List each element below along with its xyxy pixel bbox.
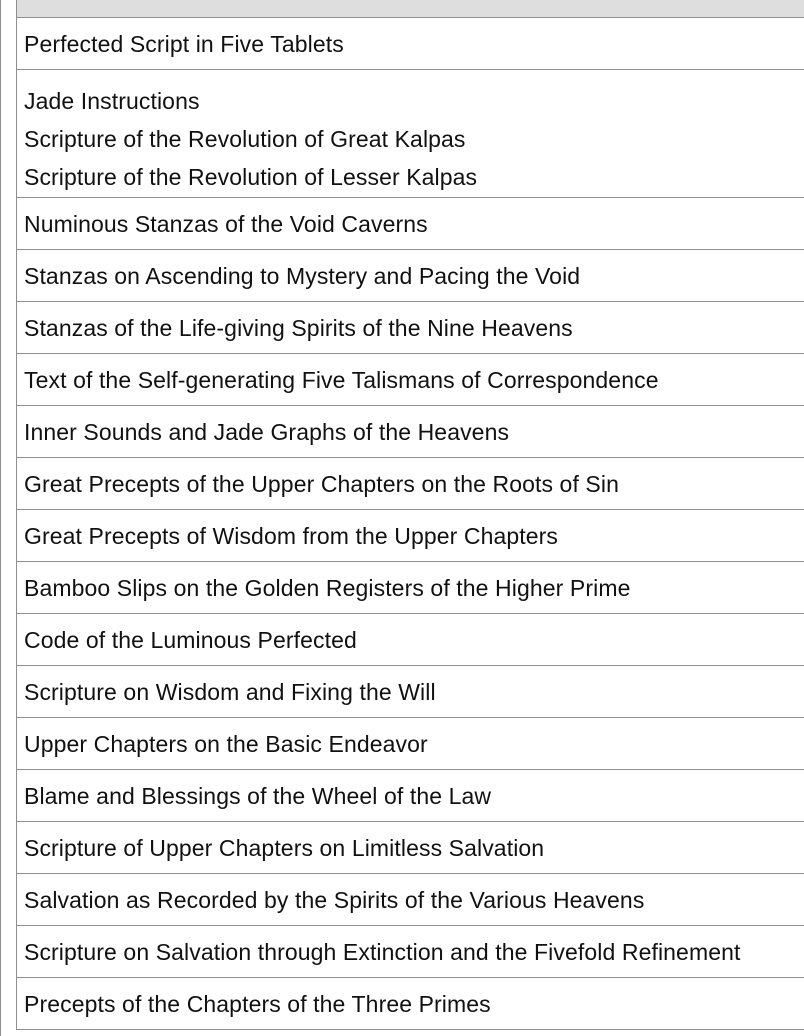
table-header bbox=[16, 0, 804, 18]
table-row bbox=[16, 406, 804, 458]
table-row bbox=[16, 458, 804, 510]
table-cell-text: Scripture of the Revolution of Great Kalpas bbox=[24, 126, 466, 152]
table-cell-text: Numinous Stanzas of the Void Caverns bbox=[24, 210, 428, 237]
table-cell-text: Precepts of the Chapters of the Three Primes bbox=[24, 990, 491, 1017]
scripture-table bbox=[16, 0, 804, 1030]
table-cell-text: Code of the Luminous Perfected bbox=[24, 626, 357, 653]
table-cell-text: Scripture on Salvation through Extinction and the Fivefold Refinement bbox=[24, 938, 741, 965]
table-row bbox=[16, 666, 804, 718]
table-row bbox=[16, 926, 804, 978]
table-cell-text: Great Precepts of the Upper Chapters on the Roots of Sin bbox=[24, 470, 619, 497]
table-cell-text: Stanzas of the Life-giving Spirits of the Nine Heavens bbox=[24, 314, 573, 341]
table-cell-text: Scripture of Upper Chapters on Limitless Salvation bbox=[24, 834, 545, 861]
table-cell-text: Great Precepts of Wisdom from the Upper Chapters bbox=[24, 522, 559, 549]
table-row bbox=[16, 250, 804, 302]
table-cell-text: Bamboo Slips on the Golden Registers of the Higher Prime bbox=[24, 574, 631, 601]
table-cell-text: Perfected Script in Five Tablets bbox=[24, 30, 344, 57]
table-cell-text: Upper Chapters on the Basic Endeavor bbox=[24, 730, 428, 757]
table-row bbox=[16, 354, 804, 406]
table-row bbox=[16, 510, 804, 562]
table-row bbox=[16, 614, 804, 666]
table-row bbox=[16, 978, 804, 1030]
table-cell-text: Scripture of the Revolution of Lesser Kalpas bbox=[24, 164, 478, 190]
table-row bbox=[16, 822, 804, 874]
table-row bbox=[16, 874, 804, 926]
table-cell-text: Salvation as Recorded by the Spirits of the Various Heavens bbox=[24, 886, 645, 913]
table-row bbox=[16, 70, 804, 198]
table-row bbox=[16, 302, 804, 354]
table-row bbox=[16, 18, 804, 70]
table-row bbox=[16, 770, 804, 822]
table-cell-text: Text of the Self-generating Five Talismans of Correspondence bbox=[24, 366, 659, 393]
table-row bbox=[16, 718, 804, 770]
table-cell-text: Stanzas on Ascending to Mystery and Pacing the Void bbox=[24, 262, 581, 289]
table-cell-text: Blame and Blessings of the Wheel of the Law bbox=[24, 782, 492, 809]
table-cell-text: Jade Instructions bbox=[24, 88, 200, 114]
table-cell-text: Scripture on Wisdom and Fixing the Will bbox=[24, 678, 436, 705]
table-row bbox=[16, 198, 804, 250]
table-cell-text: Inner Sounds and Jade Graphs of the Heavens bbox=[24, 418, 510, 445]
table-row bbox=[16, 562, 804, 614]
left-table-border bbox=[0, 0, 1, 1036]
